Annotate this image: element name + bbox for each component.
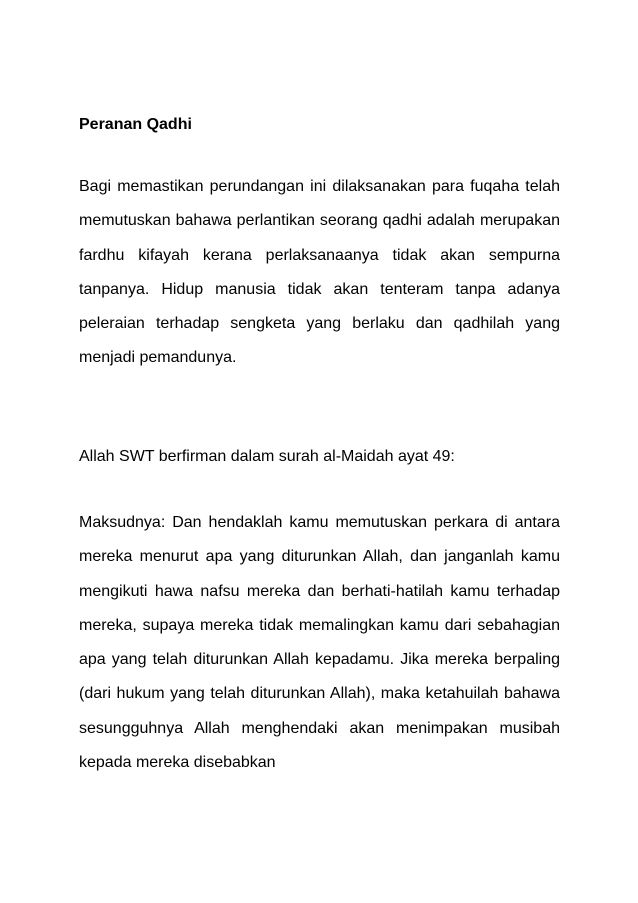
section-title: Peranan Qadhi [79, 116, 192, 133]
paragraph-quran-reference: Allah SWT berfirman dalam surah al-Maidah ayat 49: [79, 448, 455, 465]
paragraph-verse-translation: Maksudnya: Dan hendaklah kamu memutuskan perkara di antara mereka menurut apa yang diturunkan Allah, dan janganlah kamu mengikuti hawa nafsu mereka dan berhati-hatilah kamu terhadap mereka, supaya mereka tidak memalingkan kamu dari sebahagian apa yang telah diturunkan Allah kepadamu. Jika mereka berpaling (dari hukum yang telah diturunkan Allah), maka ketahuilah bahawa sesungguhnya Allah menghendaki akan menimpakan musibah kepada mereka disebabkan [79, 514, 560, 772]
paragraph-intro: Bagi memastikan perundangan ini dilaksanakan para fuqaha telah memutuskan bahawa perlantikan seorang qadhi adalah merupakan fardhu kifayah kerana perlaksanaanya tidak akan sempurna tanpanya. Hidup manusia tidak akan tenteram tanpa adanya peleraian terhadap sengketa yang berlaku dan qadhilah yang menjadi pemandunya. [79, 178, 560, 367]
